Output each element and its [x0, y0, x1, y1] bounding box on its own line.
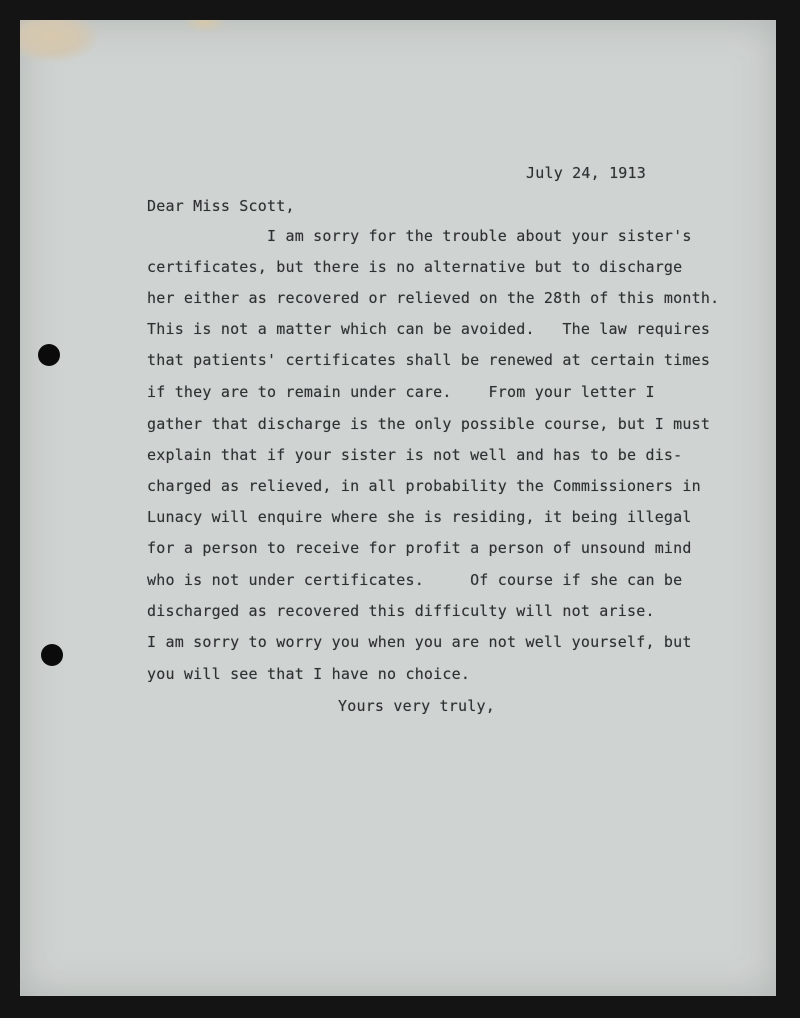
- body-line: charged as relieved, in all probability the Commissioners in: [147, 477, 701, 495]
- body-line: certificates, but there is no alternative but to discharge: [147, 258, 683, 276]
- body-line: if they are to remain under care. From your letter I: [147, 383, 655, 401]
- body-line: gather that discharge is the only possible course, but I must: [147, 415, 711, 433]
- body-line: you will see that I have no choice.: [147, 665, 471, 683]
- punch-hole: [38, 344, 60, 366]
- body-line: that patients' certificates shall be renewed at certain times: [147, 351, 711, 369]
- paper-stain: [20, 20, 98, 62]
- body-line: who is not under certificates. Of course if she can be: [147, 571, 683, 589]
- body-line: for a person to receive for profit a person of unsound mind: [147, 539, 692, 557]
- body-line: This is not a matter which can be avoided. The law requires: [147, 320, 711, 338]
- paper-stain: [185, 20, 225, 32]
- letter-date: July 24, 1913: [526, 164, 646, 182]
- letter-closing: Yours very truly,: [338, 697, 495, 715]
- punch-hole: [41, 644, 63, 666]
- body-line: Lunacy will enquire where she is residing, it being illegal: [147, 508, 692, 526]
- body-line: her either as recovered or relieved on the 28th of this month.: [147, 289, 720, 307]
- body-line: explain that if your sister is not well and has to be dis-: [147, 446, 683, 464]
- body-line: I am sorry for the trouble about your sister's: [147, 227, 692, 245]
- letter-salutation: Dear Miss Scott,: [147, 197, 295, 215]
- letter-page: [20, 20, 776, 996]
- body-line: discharged as recovered this difficulty will not arise.: [147, 602, 655, 620]
- body-line: I am sorry to worry you when you are not well yourself, but: [147, 633, 692, 651]
